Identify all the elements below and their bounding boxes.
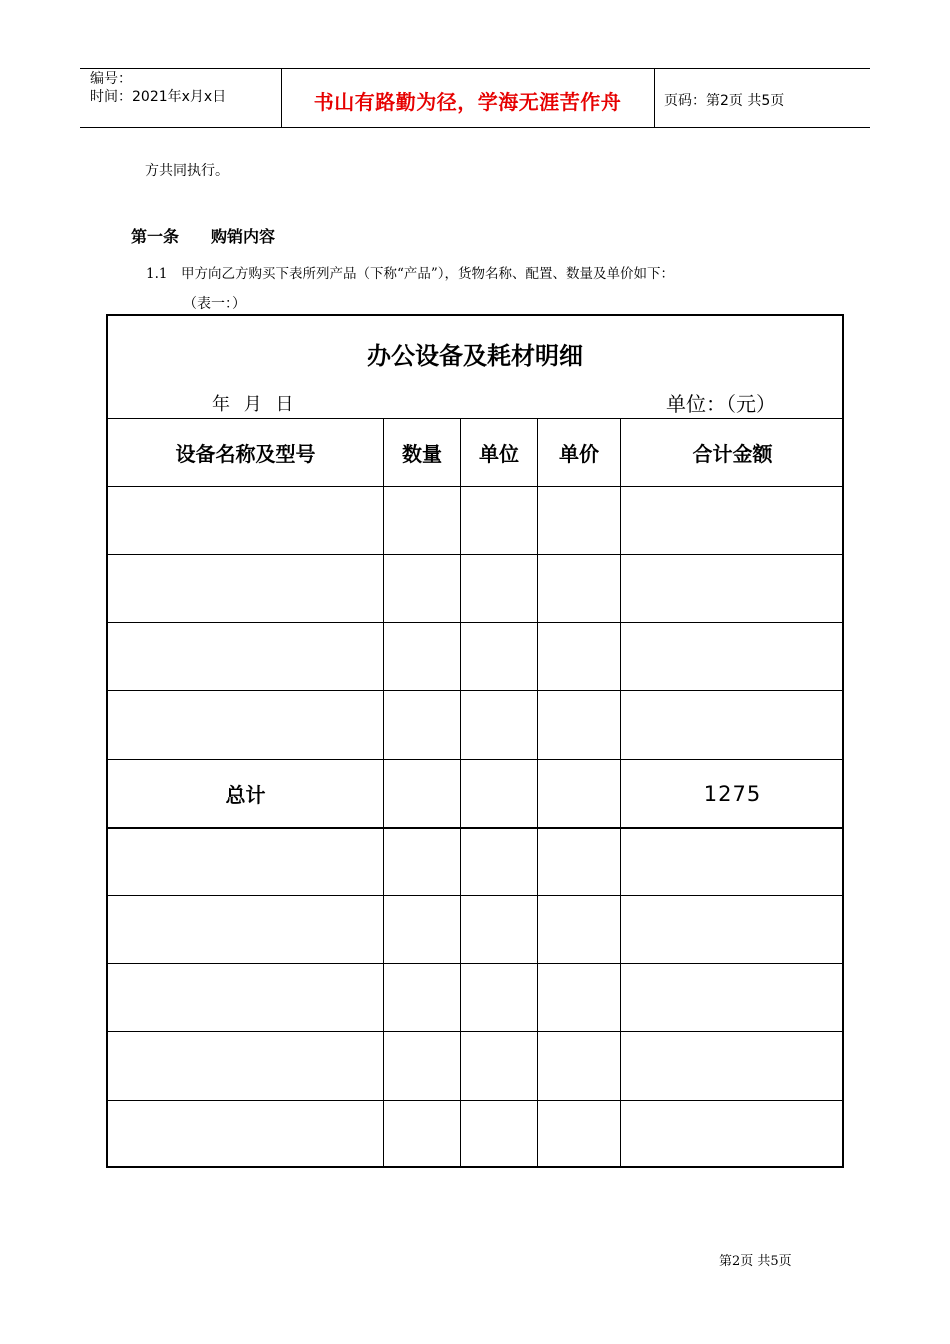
row-divider [108, 690, 842, 691]
page-header [80, 68, 870, 128]
continuation-text: 方共同执行。 [145, 163, 229, 179]
row-divider [108, 1031, 842, 1032]
article-number: 第一条 [131, 227, 180, 246]
page-footer: 第2页 共5页 [719, 1254, 792, 1269]
header-meta-cell [80, 69, 282, 127]
header-page-cell [655, 69, 870, 127]
document-number-label: 编号： [90, 71, 132, 87]
header-motto: 书山有路勤为径，学海无涯苦作舟 [313, 90, 622, 114]
column-divider [460, 418, 461, 1166]
article-heading [131, 224, 275, 247]
column-header-name: 设备名称及型号 [175, 442, 316, 466]
column-divider [537, 418, 538, 1166]
equipment-table [106, 314, 844, 1168]
column-header-unit-price: 单价 [559, 442, 599, 466]
header-page-number: 页码：第2页 共5页 [664, 93, 785, 109]
row-divider [108, 963, 842, 964]
header-motto-cell [281, 69, 655, 127]
total-label: 总计 [225, 783, 266, 807]
clause-text: 1.1 甲方向乙方购买下表所列产品（下称“产品”），货物名称、配置、数量及单价如下： [146, 266, 675, 282]
table-date-label: 年 月 日 [212, 394, 294, 415]
row-divider [108, 622, 842, 623]
table-unit-label: 单位：（元） [666, 392, 776, 416]
table-title: 办公设备及耗材明细 [367, 341, 583, 370]
table-reference: （表一：） [183, 296, 246, 312]
row-divider [108, 554, 842, 555]
column-header-total-amount: 合计金额 [692, 442, 773, 466]
document-time-label: 时间：2021年x月x日 [90, 89, 227, 105]
row-divider [108, 486, 842, 487]
column-header-quantity: 数量 [402, 442, 442, 466]
row-divider [108, 827, 842, 829]
row-divider [108, 895, 842, 896]
total-value: 1275 [703, 781, 762, 806]
article-name: 购销内容 [211, 227, 276, 246]
column-header-unit: 单位 [479, 442, 519, 466]
row-divider [108, 1100, 842, 1101]
column-divider [383, 418, 384, 1166]
